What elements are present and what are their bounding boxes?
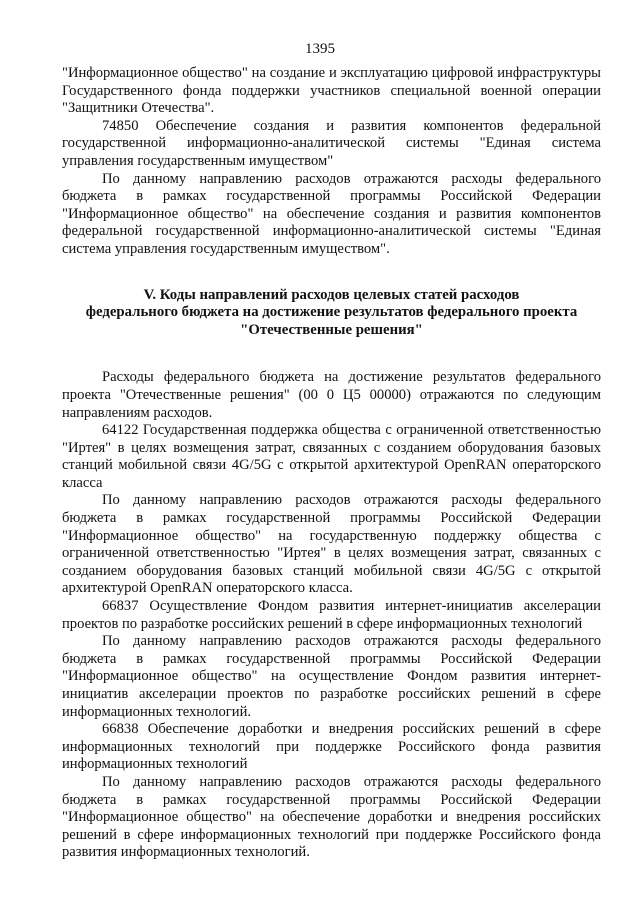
document-body <box>62 65 601 862</box>
section-heading-line-2: федерального бюджета на достижение результатов федерального проекта <box>85 304 578 321</box>
page-number: 1395 <box>305 41 335 57</box>
paragraph-66838-description: По данному направлению расходов отражаются расходы федерального бюджета в рамках государственной программы Российской Федерации "Информационное общество" на обеспечение доработки и внедрения российских решений в сфере информационных технологий при поддержке Российского фонда развития информационных технологий. <box>62 773 601 861</box>
paragraph-code-74850: 74850 Обеспечение создания и развития компонентов федеральной государственной информационно-аналитической системы "Единая система управления государственным имуществом" <box>62 117 601 169</box>
paragraph-continuation: "Информационное общество" на создание и эксплуатацию цифровой инфраструктуры Государственного фонда поддержки участников специальной военной операции "Защитники Отечества". <box>62 65 601 117</box>
paragraph-code-64122: 64122 Государственная поддержка общества с ограниченной ответственностью "Иртея" в целях возмещения затрат, связанных с созданием оборудования базовых станций мобильной связи 4G/5G с открытой архитектурой OpenRAN операторского класса <box>62 422 601 491</box>
paragraph-code-66837: 66837 Осуществление Фондом развития интернет-инициатив акселерации проектов по разработке российских решений в сфере информационных технологий <box>62 598 601 632</box>
section-heading <box>62 287 601 340</box>
paragraph-64122-description: По данному направлению расходов отражаются расходы федерального бюджета в рамках государственной программы Российской Федерации "Информационное общество" на государственную поддержку общества с ограниченной ответственностью "Иртея" в целях возмещения затрат, связанных с созданием оборудования базовых станций мобильной связи 4G/5G с открытой архитектурой OpenRAN операторского класса. <box>62 492 601 597</box>
paragraph-section-intro: Расходы федерального бюджета на достижение результатов федерального проекта "Отечественные решения" (00 0 Ц5 00000) отражаются по следующим направлениям расходов. <box>62 369 601 421</box>
section-heading-line-3: "Отечественные решения" <box>240 321 423 338</box>
paragraph-code-66838: 66838 Обеспечение доработки и внедрения российских решений в сфере информационных технологий при поддержке Российского фонда развития информационных технологий <box>62 721 601 773</box>
paragraph-74850-description: По данному направлению расходов отражаются расходы федерального бюджета в рамках государственной программы Российской Федерации "Информационное общество" на обеспечение создания и развития компонентов федеральной государственной информационно-аналитической системы "Единая система управления государственным имуществом". <box>62 170 601 257</box>
section-heading-line-1: V. Коды направлений расходов целевых статей расходов <box>143 286 520 303</box>
paragraph-66837-description: По данному направлению расходов отражаются расходы федерального бюджета в рамках государственной программы Российской Федерации "Информационное общество" на осуществление Фондом развития интернет-инициатив акселерации проектов по разработке российских решений в сфере информационных технологий. <box>62 633 601 720</box>
